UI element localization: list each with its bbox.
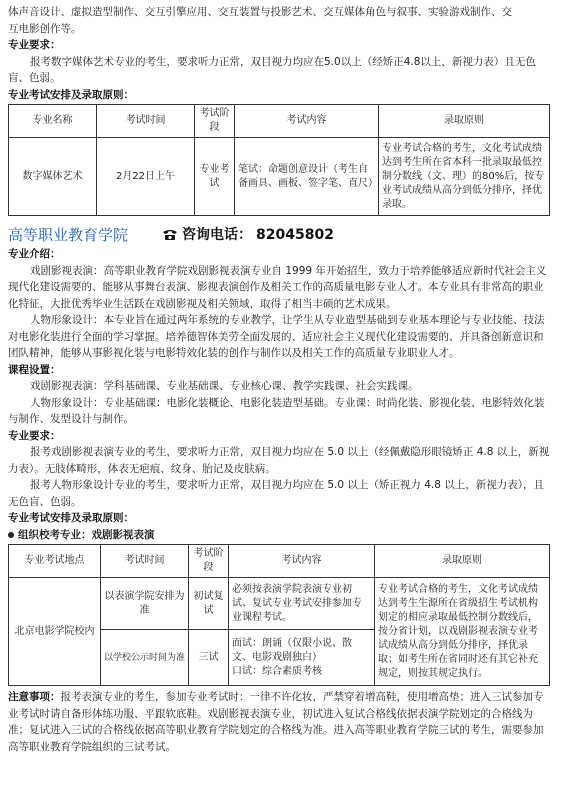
courses-paragraph-makeup: 人物形象设计：专业基础课：电影化装概论、电影化装造型基础。专业课：时尚化装、影视化装、电影特效化装与制作、发型设计与制作。: [8, 396, 545, 425]
org-exam-text: 组织校考专业：戏剧影视表演: [18, 528, 155, 541]
col-header: 专业名称: [9, 105, 97, 138]
col-header: 考试内容: [229, 545, 375, 578]
table-row: [9, 138, 550, 216]
requirements-paragraph-makeup: 报考人物形象设计专业的考生，要求听力正常，双目视力均应在 5.0 以上（矫正视力 4.8 以上，新视力表），且无色盲、色弱。: [8, 479, 544, 508]
phone-icon: [162, 229, 178, 241]
contact-phone: 82045802: [256, 226, 334, 243]
cell-exam-content: 笔试：命题创意设计（考生自备画具、画板、签字笔、直尺）: [235, 138, 379, 216]
table-header-row: [9, 545, 550, 578]
cell-exam-location: 北京电影学院校内: [9, 578, 101, 686]
cell-exam-time: 以学校公示时间为准: [101, 630, 189, 686]
exam-table-digital-media: [8, 104, 550, 216]
exam-table-drama: [8, 544, 550, 686]
table-header-row: [9, 105, 550, 138]
intro-heading: 专业介绍：: [8, 248, 61, 260]
col-header: 专业考试地点: [9, 545, 101, 578]
notes-text: 报考表演专业的考生，参加专业考试时：一律不许化妆，严禁穿着增高鞋，使用增高垫；进入三试参加专业考试时请自备形体练功服、平跟软底鞋。戏剧影视表演专业，初试进入复试合格线依据表演学院划定的合格线为准；复试进入三试的合格线依据高等职业教育学院划定的合格线为准。进入高等职业教育学院三试的考生，需要参加高等职业教育学院组织的三试考试。: [8, 691, 544, 753]
top-text-block: [8, 0, 550, 103]
intro-paragraph-makeup: 人物形象设计：本专业旨在通过两年系统的专业教学，让学生从专业造型基础到专业基本理论与专业技能、技法对电影化装进行全面的学习掌握。培养德智体美劳全面发展的、适应社会主义现代化建设需要的、并具备创新意识和团队精神，能够从事影视化装与电影特效化装的创作与制作以及相关工作的高质量专业职业人才。: [8, 314, 545, 359]
cell-exam-stage: 初试复试: [189, 578, 229, 630]
courses-heading: 课程设置：: [8, 363, 61, 376]
org-exam-label: [8, 527, 550, 544]
intro-continued-line-2: 互电影创作等。: [8, 22, 82, 35]
requirements-section: [8, 428, 550, 511]
exam-heading-2: 专业考试安排及录取原则：: [8, 512, 134, 524]
contact-label: 咨询电话：: [182, 226, 253, 243]
col-header: 考试内容: [235, 105, 379, 138]
cell-exam-content: 必须按表演学院表演专业初试、复试专业考试安排参加专业课程考试。: [229, 578, 375, 630]
cell-major-name: 数字媒体艺术: [9, 138, 97, 216]
col-header: 考试阶段: [195, 105, 235, 138]
col-header: 考试时间: [97, 105, 195, 138]
requirements-heading: 专业要求：: [8, 39, 61, 51]
bullet-dot-icon: [8, 532, 14, 538]
cell-exam-content: 面试：朗诵（仅限小说、散文、电影戏剧独白） 口试：综合素质考核: [229, 630, 375, 686]
requirements-heading-2: 专业要求：: [8, 429, 61, 442]
col-header: 考试阶段: [189, 545, 229, 578]
college-title: 高等职业教育学院: [8, 225, 129, 244]
cell-admission-principle: 专业考试合格的考生，文化考试成绩达到考生所在省本科一批录取最低控制分数线（文、理）的80%后，按专业考试成绩从高分到低分排序，择优录取。: [379, 138, 550, 216]
college-header: [8, 224, 550, 246]
cell-exam-stage: 三试: [189, 630, 229, 686]
notes-label: 注意事项：: [8, 691, 61, 703]
requirements-text: 报考数字媒体艺术专业的考生，要求听力正常，双目视力均应在5.0以上（经矫正4.8以上，新视力表）且无色盲、色弱。: [8, 55, 536, 84]
requirements-paragraph-drama: 报考戏剧影视表演专业的考生，要求听力正常，双目视力均应在 5.0 以上（经佩戴隐形眼镜矫正 4.8 以上，新视力表）。无肢体畸形，体表无疤痕、纹身、胎记及皮肤病。: [8, 446, 550, 475]
intro-continued-line: 体声音设计、虚拟造型制作、交互引擎应用、交互装置与投影艺术、交互媒体角色与叙事、实验游戏制作、交: [8, 6, 512, 18]
notes-section: [8, 689, 550, 755]
cell-exam-time: 2月22日上午: [97, 138, 195, 216]
cell-exam-stage: 专业考试: [195, 138, 235, 216]
col-header: 录取原则: [379, 105, 550, 138]
contact-info: [162, 227, 334, 244]
intro-paragraph-drama: 戏剧影视表演：高等职业教育学院戏剧影视表演专业自 1999 年开始招生，致力于培养能够适应新时代社会主义现代化建设需要的、能够从事舞台表演、影视表演创作及相关工作的高质量电影专业人才。本专业具有非常高的职业化特征，大批优秀毕业生活跃在戏剧影视及相关领域，取得了相当丰硕的艺术成果。: [8, 264, 547, 310]
intro-section: [8, 246, 550, 362]
table-row: [9, 578, 550, 630]
courses-paragraph-drama: 戏剧影视表演：学科基础课、专业基础课、专业核心课、教学实践课、社会实践课。: [30, 380, 419, 392]
exam-heading: 专业考试安排及录取原则：: [8, 88, 134, 101]
cell-admission-principle: 专业考试合格的考生，文化考试成绩达到考生生源所在省级招生考试机构划定的相应录取最低控制分数线后，按分省计划，以戏剧影视表演专业考试成绩从高分到低分排序，择优录取；如考生所在省同时还有其它补充规定，则按其规定执行。: [375, 578, 550, 686]
courses-section: [8, 362, 550, 428]
exam-section-2: [8, 510, 550, 543]
cell-exam-time: 以表演学院安排为准: [101, 578, 189, 630]
col-header: 考试时间: [101, 545, 189, 578]
col-header: 录取原则: [375, 545, 550, 578]
